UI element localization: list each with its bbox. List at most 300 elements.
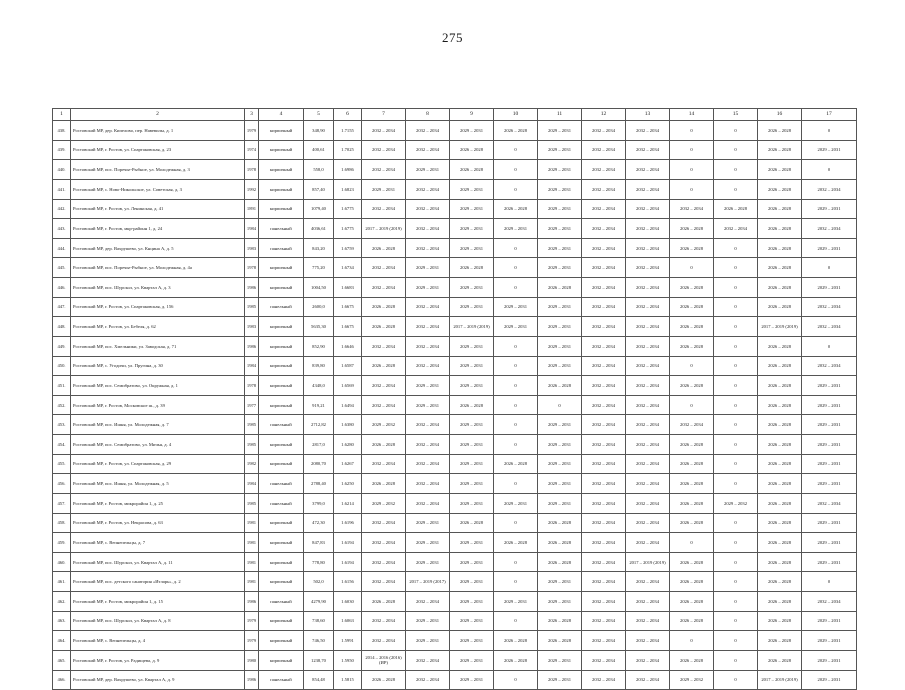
table-cell: 2029 – 2031 (802, 376, 857, 396)
row-number-cell: 465. (53, 650, 71, 670)
table-cell: 0 (494, 258, 538, 278)
table-cell: 2032 – 2034 (626, 336, 670, 356)
table-cell: 1079,40 (304, 199, 334, 219)
table-cell: 2029 – 2031 (406, 160, 450, 180)
table-cell: 2032 – 2034 (362, 278, 406, 298)
table-cell: 1984 (245, 356, 259, 376)
table-cell: 2026 – 2028 (670, 650, 714, 670)
table-cell: 2029 – 2031 (494, 317, 538, 337)
table-cell: 0 (714, 395, 758, 415)
table-cell: 2026 – 2028 (758, 611, 802, 631)
table-body (53, 121, 857, 690)
column-header: 5 (304, 109, 334, 121)
table-cell: 1981 (245, 552, 259, 572)
table-cell: 1.6494 (334, 395, 362, 415)
table-cell: 2029 – 2031 (406, 533, 450, 553)
table-cell: 0 (714, 356, 758, 376)
table-cell: 2032 – 2034 (406, 121, 450, 141)
table-cell: панельный (259, 415, 304, 435)
table-cell: 2032 – 2034 (626, 199, 670, 219)
table-cell: 2026 – 2028 (538, 611, 582, 631)
table-cell: панельный (259, 297, 304, 317)
table-cell: 2032 – 2034 (582, 297, 626, 317)
table-row (53, 179, 857, 199)
table-cell: 2026 – 2028 (758, 238, 802, 258)
repair-schedule-table-wrapper (52, 108, 857, 690)
table-cell: 2029 – 2031 (538, 650, 582, 670)
table-cell: 1978 (245, 258, 259, 278)
row-number-cell: 462. (53, 592, 71, 612)
table-cell: 0 (714, 297, 758, 317)
table-cell: 2029 – 2031 (802, 650, 857, 670)
table-cell: 1.6280 (334, 435, 362, 455)
table-cell: 2026 – 2028 (362, 435, 406, 455)
table-cell: 2032 – 2034 (626, 474, 670, 494)
row-number-cell: 466. (53, 670, 71, 690)
table-row (53, 199, 857, 219)
table-cell: 2032 – 2034 (582, 160, 626, 180)
table-cell: 2026 – 2028 (494, 650, 538, 670)
table-cell: 1.6250 (334, 474, 362, 494)
table-cell: 2029 – 2031 (538, 219, 582, 239)
table-cell: 2026 – 2028 (670, 336, 714, 356)
table-cell: 2029 – 2031 (450, 376, 494, 396)
table-cell: 2032 – 2034 (626, 297, 670, 317)
column-header: 6 (334, 109, 362, 121)
table-cell: 2032 – 2034 (626, 238, 670, 258)
table-cell: 1.5950 (334, 650, 362, 670)
table-cell: 0 (714, 513, 758, 533)
table-cell: 2032 – 2034 (802, 179, 857, 199)
column-header: 7 (362, 109, 406, 121)
address-cell: Ростовский МР, г. Ростов, Московское ш., д. 39 (71, 395, 245, 415)
column-header: 9 (450, 109, 494, 121)
table-cell: 0 (670, 160, 714, 180)
table-cell: 2032 – 2034 (670, 199, 714, 219)
table-cell: 746,50 (304, 631, 334, 651)
table-row (53, 258, 857, 278)
table-cell: панельный (259, 219, 304, 239)
table-cell: панельный (259, 670, 304, 690)
table-cell: 0 (802, 121, 857, 141)
table-cell: 2032 – 2034 (406, 493, 450, 513)
table-cell: 0 (714, 474, 758, 494)
table-cell: 1981 (245, 533, 259, 553)
column-header: 16 (758, 109, 802, 121)
row-number-cell: 448. (53, 317, 71, 337)
row-number-cell: 456. (53, 474, 71, 494)
row-number-cell: 461. (53, 572, 71, 592)
table-row (53, 435, 857, 455)
table-cell: 2032 – 2034 (362, 513, 406, 533)
table-cell: 2026 – 2028 (670, 611, 714, 631)
address-cell: Ростовский МР, пос. Шурскол, ул. Квартал А, д. 11 (71, 552, 245, 572)
table-cell: 2032 – 2034 (626, 572, 670, 592)
address-cell: Ростовский МР, дер. Кипелово, пер. Навевилы, д. 1 (71, 121, 245, 141)
table-cell: 2026 – 2028 (538, 278, 582, 298)
table-cell: 2032 – 2034 (582, 572, 626, 592)
table-cell: 2026 – 2028 (538, 376, 582, 396)
table-cell: 2029 – 2032 (362, 415, 406, 435)
table-cell: 1982 (245, 454, 259, 474)
table-cell: 2032 – 2034 (582, 121, 626, 141)
table-cell: 1983 (245, 238, 259, 258)
table-cell: 2029 – 2031 (406, 258, 450, 278)
table-cell: 2029 – 2031 (494, 219, 538, 239)
table-row (53, 238, 857, 258)
table-cell: 1891 (245, 199, 259, 219)
table-cell: 1.6030 (334, 592, 362, 612)
table-cell: 2026 – 2028 (670, 219, 714, 239)
table-cell: кирпичный (259, 121, 304, 141)
table-cell: 0 (670, 179, 714, 199)
table-cell: 1986 (245, 278, 259, 298)
table-cell: 2032 – 2034 (362, 572, 406, 592)
table-cell: 2032 – 2034 (582, 219, 626, 239)
table-cell: 1985 (245, 415, 259, 435)
row-number-cell: 444. (53, 238, 71, 258)
row-number-cell: 459. (53, 533, 71, 553)
row-number-cell: 442. (53, 199, 71, 219)
table-cell: 2032 – 2034 (626, 278, 670, 298)
table-cell: 2029 – 2031 (450, 572, 494, 592)
table-cell: 2032 – 2034 (406, 297, 450, 317)
row-number-cell: 439. (53, 140, 71, 160)
table-cell: 2032 – 2034 (582, 179, 626, 199)
table-cell: 1.6759 (334, 238, 362, 258)
table-cell: 2032 – 2034 (406, 336, 450, 356)
table-cell: 2029 – 2031 (450, 435, 494, 455)
row-number-cell: 464. (53, 631, 71, 651)
table-cell: 2029 – 2031 (538, 238, 582, 258)
table-cell: 2026 – 2028 (362, 297, 406, 317)
row-number-cell: 458. (53, 513, 71, 533)
table-cell: 1.6196 (334, 513, 362, 533)
table-cell: 2026 – 2028 (362, 356, 406, 376)
address-cell: Ростовский МР, пос. Поречье-Рыбное, ул. Молодежная, д. 3 (71, 160, 245, 180)
table-cell: 0 (538, 395, 582, 415)
table-cell: 2026 – 2028 (670, 278, 714, 298)
column-header: 10 (494, 109, 538, 121)
table-cell: 2026 – 2028 (670, 572, 714, 592)
table-cell: 2029 – 2031 (538, 435, 582, 455)
column-header: 13 (626, 109, 670, 121)
table-cell: 2029 – 2031 (450, 121, 494, 141)
table-cell: 2029 – 2031 (406, 278, 450, 298)
address-cell: Ростовский МР, пос. Ишня, ул. Молодежная, д. 5 (71, 474, 245, 494)
table-cell: кирпичный (259, 336, 304, 356)
table-cell: 2026 – 2028 (670, 238, 714, 258)
table-cell: 2029 – 2031 (802, 199, 857, 219)
table-cell: 775,20 (304, 258, 334, 278)
table-cell: 4036,61 (304, 219, 334, 239)
table-cell: 2032 – 2034 (406, 179, 450, 199)
table-row (53, 121, 857, 141)
table-cell: 0 (494, 611, 538, 631)
table-cell: кирпичный (259, 395, 304, 415)
table-cell: 2032 – 2034 (406, 454, 450, 474)
table-cell: 2032 – 2034 (362, 140, 406, 160)
table-cell: 2026 – 2028 (758, 650, 802, 670)
column-header: 1 (53, 109, 71, 121)
table-cell: 1984 (245, 219, 259, 239)
table-cell: 2032 – 2034 (626, 631, 670, 651)
table-cell: 1238,70 (304, 650, 334, 670)
table-cell: 2032 – 2034 (670, 415, 714, 435)
table-cell: 1981 (245, 513, 259, 533)
table-cell: 2026 – 2028 (758, 513, 802, 533)
table-cell: 2032 – 2034 (626, 140, 670, 160)
table-cell: 0 (714, 572, 758, 592)
address-cell: Ростовский МР, пос. детского санатория «Итларь», д. 2 (71, 572, 245, 592)
table-cell: 2032 – 2034 (626, 592, 670, 612)
table-cell: 400,61 (304, 140, 334, 160)
table-cell: 2029 – 2031 (450, 592, 494, 612)
table-cell: 2026 – 2028 (670, 317, 714, 337)
column-header: 3 (245, 109, 259, 121)
row-number-cell: 440. (53, 160, 71, 180)
table-cell: 2029 – 2031 (450, 650, 494, 670)
address-cell: Ростовский МР, г. Ростов, ул. Некрасова, д. 63 (71, 513, 245, 533)
table-cell: 2032 – 2034 (626, 317, 670, 337)
row-number-cell: 447. (53, 297, 71, 317)
table-cell: 2026 – 2028 (758, 592, 802, 612)
column-header: 11 (538, 109, 582, 121)
table-cell: 0 (714, 415, 758, 435)
table-cell: 2032 – 2034 (802, 219, 857, 239)
table-row (53, 317, 857, 337)
table-cell: 2029 – 2031 (802, 552, 857, 572)
table-cell: 2029 – 2031 (450, 415, 494, 435)
table-cell: 2026 – 2028 (758, 160, 802, 180)
address-cell: Ростовский МР, пос. Семибратово, ул. Мичья, д. 4 (71, 435, 245, 455)
table-cell: 2029 – 2031 (406, 611, 450, 631)
table-cell: 1977 (245, 395, 259, 415)
table-cell: 2029 – 2031 (450, 552, 494, 572)
table-cell: 2032 – 2034 (406, 474, 450, 494)
table-cell: 2029 – 2031 (406, 395, 450, 415)
table-cell: 2026 – 2028 (758, 140, 802, 160)
table-row (53, 297, 857, 317)
table-cell: 2029 – 2031 (450, 199, 494, 219)
table-cell: 2032 – 2034 (582, 415, 626, 435)
table-cell: 2017 – 2019 (2019) (362, 219, 406, 239)
table-row (53, 611, 857, 631)
table-cell: 2032 – 2034 (406, 356, 450, 376)
table-cell: 2017 – 2019 (2019) (626, 552, 670, 572)
table-cell: 0 (494, 140, 538, 160)
table-cell: 2026 – 2028 (670, 376, 714, 396)
table-cell: 2032 – 2034 (362, 611, 406, 631)
table-cell: 0 (714, 611, 758, 631)
address-cell: Ростовский МР, г. Ростов, ул. Спартаковская, д. 156 (71, 297, 245, 317)
table-cell: 1.6194 (334, 552, 362, 572)
table-cell: 852,90 (304, 336, 334, 356)
row-number-cell: 449. (53, 336, 71, 356)
table-cell: 0 (714, 179, 758, 199)
page-number: 275 (442, 30, 463, 45)
table-cell: 2029 – 2031 (538, 336, 582, 356)
address-cell: Ростовский МР, г. Ростов, ул. Радищева, д. 9 (71, 650, 245, 670)
table-cell: 2029 – 2031 (450, 336, 494, 356)
table-cell: 0 (714, 552, 758, 572)
table-cell: 0 (714, 670, 758, 690)
table-cell: 2032 – 2034 (362, 121, 406, 141)
table-cell: 854,48 (304, 670, 334, 690)
table-cell: 0 (714, 631, 758, 651)
table-cell: 0 (670, 395, 714, 415)
table-cell: 0 (494, 278, 538, 298)
table-cell: 2029 – 2031 (802, 611, 857, 631)
address-cell: Ростовский МР, г. Ростов, микрорайон 1, д. 15 (71, 592, 245, 612)
column-header: 14 (670, 109, 714, 121)
table-cell: 0 (670, 258, 714, 278)
table-cell: 2026 – 2028 (362, 317, 406, 337)
table-cell: 2032 – 2034 (582, 435, 626, 455)
table-row (53, 533, 857, 553)
table-cell: 2026 – 2028 (538, 631, 582, 651)
table-cell: 2026 – 2028 (670, 474, 714, 494)
table-cell: 0 (494, 552, 538, 572)
table-cell: 0 (714, 592, 758, 612)
column-header: 8 (406, 109, 450, 121)
table-cell: 0 (494, 179, 538, 199)
table-cell: 1.6823 (334, 179, 362, 199)
address-cell: Ростовский МР, пос. Шурскол, ул. Квартал А, д. 3 (71, 278, 245, 298)
table-cell: 1979 (245, 611, 259, 631)
table-cell: 2029 – 2031 (802, 278, 857, 298)
address-cell: Ростовский МР, дер. Вахрушево, ул. Квартал А, д. 9 (71, 670, 245, 690)
address-cell: Ростовский МР, г. Ростов, микрорайон 1, д. 25 (71, 493, 245, 513)
table-cell: 2017 – 2019 (2019) (758, 670, 802, 690)
row-number-cell: 460. (53, 552, 71, 572)
table-cell: 2026 – 2028 (538, 533, 582, 553)
table-cell: 2032 – 2034 (362, 454, 406, 474)
table-cell: 1.6775 (334, 199, 362, 219)
table-row (53, 572, 857, 592)
table-cell: 2032 – 2034 (406, 238, 450, 258)
table-cell: 2032 – 2034 (582, 670, 626, 690)
table-cell: кирпичный (259, 650, 304, 670)
table-cell: 2032 – 2034 (582, 258, 626, 278)
table-cell: 2029 – 2031 (538, 670, 582, 690)
table-cell: кирпичный (259, 513, 304, 533)
table-cell: 1.6734 (334, 258, 362, 278)
address-cell: Ростовский МР, пос. Ишня, ул. Молодежная, д. 7 (71, 415, 245, 435)
table-cell: кирпичный (259, 435, 304, 455)
table-cell: 1.6569 (334, 376, 362, 396)
table-cell: кирпичный (259, 199, 304, 219)
table-cell: 2817,0 (304, 435, 334, 455)
table-cell: 0 (714, 533, 758, 553)
table-cell: 2017 – 2019 (2019) (450, 317, 494, 337)
table-cell: 2032 – 2034 (802, 493, 857, 513)
table-cell: 2032 – 2034 (406, 199, 450, 219)
table-cell: 2029 – 2031 (450, 219, 494, 239)
table-cell: 2026 – 2028 (758, 435, 802, 455)
address-cell: Ростовский МР, пос. Шурскол, ул. Квартал А, д. 8 (71, 611, 245, 631)
table-cell: 2026 – 2028 (494, 121, 538, 141)
table-cell: 2029 – 2031 (538, 474, 582, 494)
table-cell: 2026 – 2028 (494, 199, 538, 219)
table-cell: 2029 – 2031 (802, 238, 857, 258)
address-cell: Ростовский МР, г. Ростов, ул. Спартаковская, д. 23 (71, 140, 245, 160)
table-cell: 2032 – 2034 (582, 376, 626, 396)
table-cell: 2032 – 2034 (802, 297, 857, 317)
table-row (53, 552, 857, 572)
table-cell: 2032 – 2034 (406, 435, 450, 455)
table-cell: 2032 – 2034 (626, 160, 670, 180)
table-cell: 2017 – 2019 (2017) (406, 572, 450, 592)
table-row (53, 376, 857, 396)
table-cell: 2032 – 2034 (626, 179, 670, 199)
table-cell: 1.5815 (334, 670, 362, 690)
table-cell: 558,0 (304, 160, 334, 180)
table-cell: 2032 – 2034 (406, 650, 450, 670)
table-cell: кирпичный (259, 356, 304, 376)
address-cell: Ростовский МР, г. Ростов, ул. Бебеля, д. 62 (71, 317, 245, 337)
table-cell: 2032 – 2034 (582, 611, 626, 631)
table-cell: 2026 – 2028 (670, 454, 714, 474)
table-cell: 2032 – 2034 (626, 395, 670, 415)
table-cell: 919,21 (304, 395, 334, 415)
table-cell: 2026 – 2028 (758, 552, 802, 572)
address-cell: Ростовский МР, пос. Хмельники, ул. Заводская, д. 71 (71, 336, 245, 356)
table-cell: 2026 – 2028 (362, 592, 406, 612)
table-cell: 2029 – 2031 (406, 552, 450, 572)
table-cell: 2032 – 2034 (582, 513, 626, 533)
table-cell: 1.7025 (334, 140, 362, 160)
table-cell: 2029 – 2031 (802, 140, 857, 160)
table-cell: 2032 – 2034 (582, 317, 626, 337)
table-cell: 2026 – 2028 (714, 199, 758, 219)
table-cell: 2029 – 2031 (494, 592, 538, 612)
table-cell: 5635,30 (304, 317, 334, 337)
table-cell: 2032 – 2034 (626, 513, 670, 533)
table-cell: 1.6587 (334, 356, 362, 376)
table-cell: 0 (802, 160, 857, 180)
table-cell: 2032 – 2034 (582, 395, 626, 415)
table-cell: 2014 – 2016 (2016) (ИР) (362, 650, 406, 670)
row-number-cell: 443. (53, 219, 71, 239)
table-cell: 2029 – 2031 (538, 454, 582, 474)
table-cell: 2029 – 2031 (802, 631, 857, 651)
table-cell: панельный (259, 238, 304, 258)
table-cell: 2029 – 2032 (670, 670, 714, 690)
table-cell: 0 (670, 140, 714, 160)
table-cell: 1978 (245, 160, 259, 180)
table-cell: 2032 – 2034 (582, 592, 626, 612)
table-cell: 2032 – 2034 (626, 650, 670, 670)
table-cell: 2029 – 2031 (406, 513, 450, 533)
table-cell: 2032 – 2034 (406, 317, 450, 337)
table-cell: 2032 – 2034 (362, 376, 406, 396)
table-cell: 778,80 (304, 552, 334, 572)
table-cell: 0 (670, 631, 714, 651)
table-cell: 2032 – 2034 (362, 258, 406, 278)
table-cell: 2032 – 2034 (582, 199, 626, 219)
table-cell: 1.6380 (334, 415, 362, 435)
table-cell: 0 (494, 474, 538, 494)
table-row (53, 395, 857, 415)
table-cell: 2029 – 2031 (450, 631, 494, 651)
table-cell: 2032 – 2034 (582, 278, 626, 298)
table-cell: 2026 – 2028 (758, 493, 802, 513)
table-cell: 2029 – 2031 (538, 415, 582, 435)
table-row (53, 670, 857, 690)
table-cell: 1981 (245, 572, 259, 592)
table-cell: 0 (494, 356, 538, 376)
